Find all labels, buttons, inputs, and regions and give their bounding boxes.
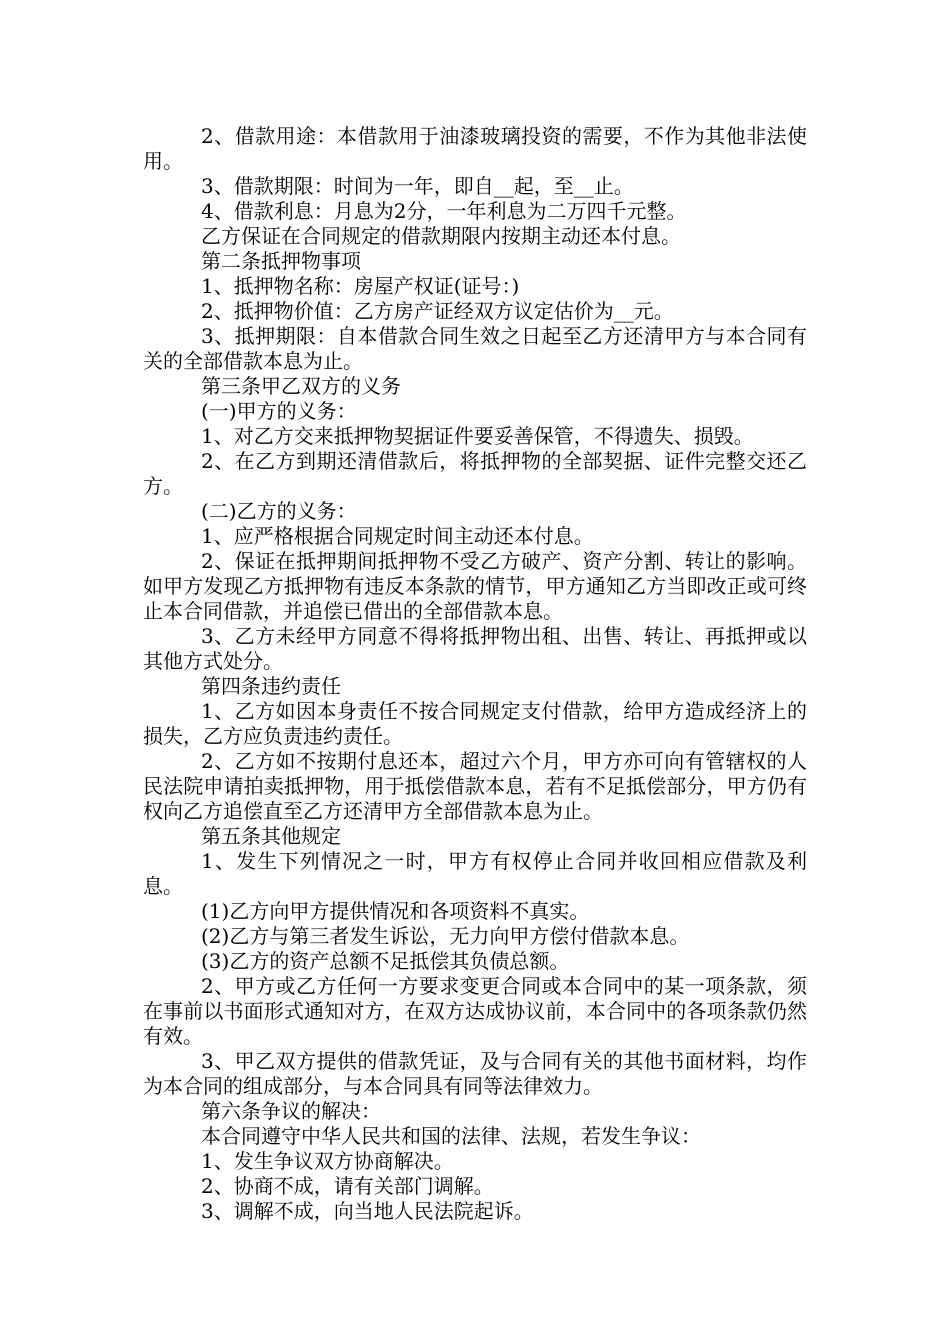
paragraph-loan-interest: 4、借款利息：月息为2分，一年利息为二万四千元整。 xyxy=(201,199,687,223)
paragraph-other-2: 2、甲方或乙方任何一方要求变更合同或本合同中的某一项条款，须在事前以书面形式通知对方，在双方达成协议前，本合同中的各项条款仍然有效。 xyxy=(143,974,807,1048)
paragraph-party-b-obligation-1: 1、应严格根据合同规定时间主动还本付息。 xyxy=(201,524,594,548)
paragraph-party-a-obligation-1: 1、对乙方交来抵押物契据证件要妥善保管，不得遗失、损毁。 xyxy=(201,424,754,448)
document-body xyxy=(143,124,807,1224)
subheading-party-b-obligations: (二)乙方的义务： xyxy=(201,499,357,523)
paragraph-dispute-3: 3、调解不成，向当地人民法院起诉。 xyxy=(201,1199,534,1223)
paragraph-other-3: 3、甲乙双方提供的借款凭证，及与合同有关的其他书面材料，均作为本合同的组成部分，与本合同具有同等法律效力。 xyxy=(143,1049,807,1098)
paragraph-other-1: 1、发生下列情况之一时，甲方有权停止合同并收回相应借款及利息。 xyxy=(143,849,807,898)
paragraph-loan-term: 3、借款期限：时间为一年，即自__起，至__止。 xyxy=(201,174,634,198)
paragraph-dispute-1: 1、发生争议双方协商解决。 xyxy=(201,1149,454,1173)
section-heading-other-provisions: 第五条其他规定 xyxy=(201,824,341,848)
section-heading-breach: 第四条违约责任 xyxy=(201,674,341,698)
paragraph-collateral-term: 3、抵押期限：自本借款合同生效之日起至乙方还清甲方与本合同有关的全部借款本息为止。 xyxy=(143,324,807,373)
paragraph-other-1-item-3: (3)乙方的资产总额不足抵偿其负债总额。 xyxy=(201,949,570,973)
paragraph-loan-purpose: 2、借款用途：本借款用于油漆玻璃投资的需要，不作为其他非法使用。 xyxy=(143,124,807,173)
section-heading-collateral: 第二条抵押物事项 xyxy=(201,249,361,273)
paragraph-other-1-item-1: (1)乙方向甲方提供情况和各项资料不真实。 xyxy=(201,899,590,923)
section-heading-dispute: 第六条争议的解决： xyxy=(201,1099,381,1123)
paragraph-breach-1: 1、乙方如因本身责任不按合同规定支付借款，给甲方造成经济上的损失，乙方应负责违约责任。 xyxy=(143,699,807,748)
paragraph-party-b-obligation-2: 2、保证在抵押期间抵押物不受乙方破产、资产分割、转让的影响。如甲方发现乙方抵押物有违反本条款的情节，甲方通知乙方当即改正或可终止本合同借款，并追偿已借出的全部借款本息。 xyxy=(143,549,807,623)
subheading-party-a-obligations: (一)甲方的义务： xyxy=(201,399,357,423)
paragraph-dispute-2: 2、协商不成，请有关部门调解。 xyxy=(201,1174,494,1198)
paragraph-collateral-name: 1、抵押物名称：房屋产权证(证号：) xyxy=(201,274,520,298)
paragraph-party-a-obligation-2: 2、在乙方到期还清借款后，将抵押物的全部契据、证件完整交还乙方。 xyxy=(143,449,807,498)
paragraph-dispute-intro: 本合同遵守中华人民共和国的法律、法规，若发生争议： xyxy=(201,1124,701,1148)
paragraph-repayment-guarantee: 乙方保证在合同规定的借款期限内按期主动还本付息。 xyxy=(201,224,681,248)
paragraph-collateral-value: 2、抵押物价值：乙方房产证经双方议定估价为__元。 xyxy=(201,299,674,323)
paragraph-party-b-obligation-3: 3、乙方未经甲方同意不得将抵押物出租、出售、转让、再抵押或以其他方式处分。 xyxy=(143,624,807,673)
section-heading-obligations: 第三条甲乙双方的义务 xyxy=(201,374,401,398)
paragraph-other-1-item-2: (2)乙方与第三者发生诉讼，无力向甲方偿付借款本息。 xyxy=(201,924,690,948)
paragraph-breach-2: 2、乙方如不按期付息还本，超过六个月，甲方亦可向有管辖权的人民法院申请拍卖抵押物，用于抵偿借款本息，若有不足抵偿部分，甲方仍有权向乙方追偿直至乙方还清甲方全部借款本息为止。 xyxy=(143,749,807,823)
